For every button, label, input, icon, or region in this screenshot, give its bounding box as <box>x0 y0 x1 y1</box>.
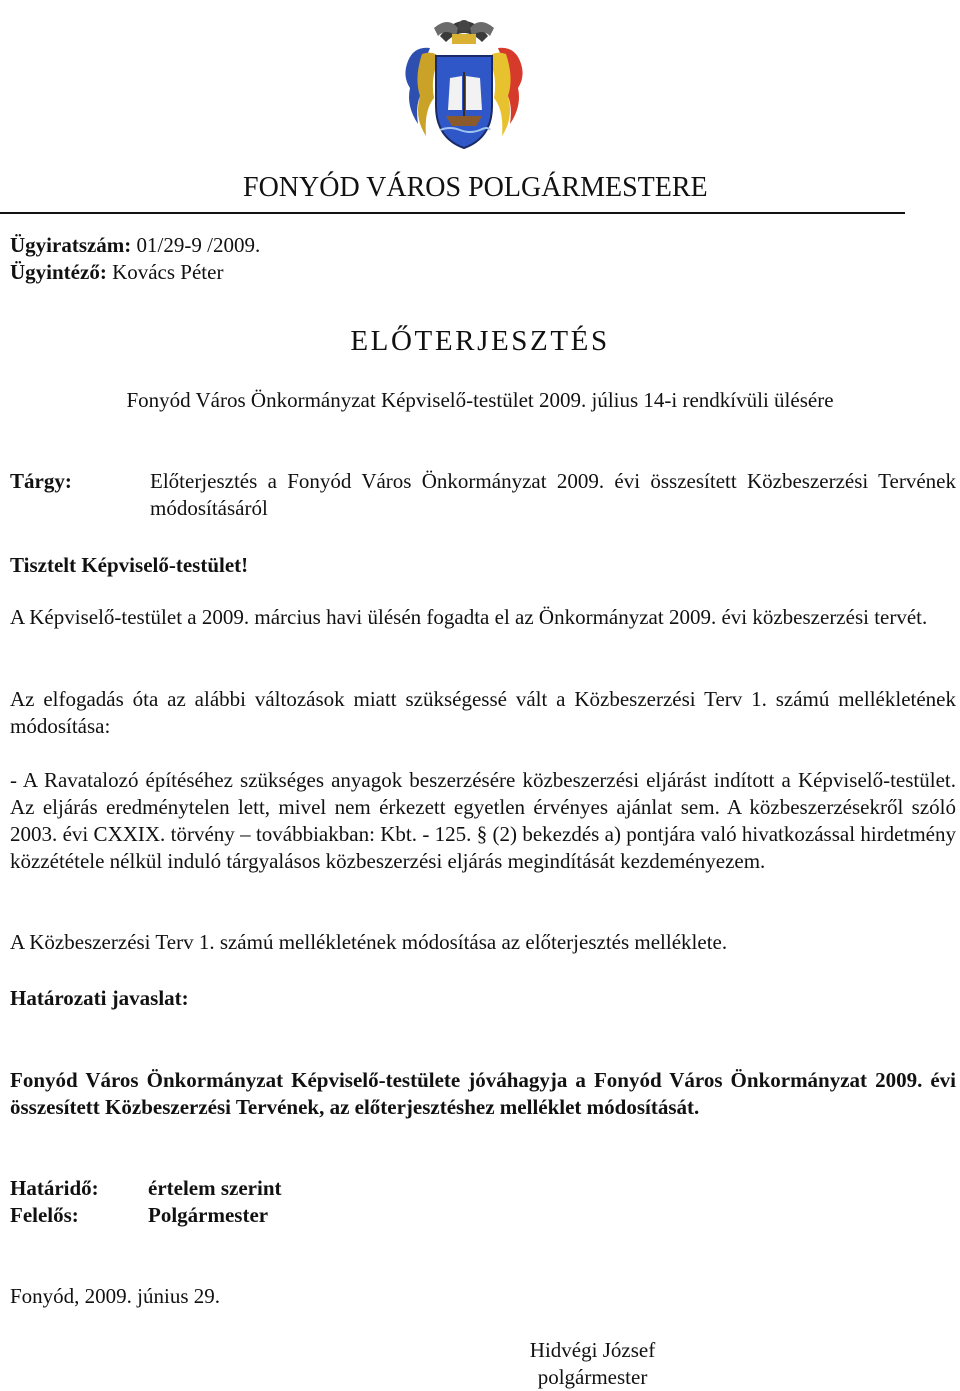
deadline-label: Határidő: <box>10 1176 99 1200</box>
deadline-value: értelem szerint <box>148 1176 282 1200</box>
document-title: ELŐTERJESZTÉS <box>350 325 610 357</box>
resolution-text: Fonyód Város Önkormányzat Képviselő-testülete jóváhagyja a Fonyód Város Önkormányzat 2009. évi összesített Közbeszerzési Tervének, az előterjesztéshez melléklet módosítását. <box>10 1068 956 1119</box>
signatory-title: polgármester <box>537 1365 648 1389</box>
subject-label: Tárgy: <box>10 469 72 493</box>
responsible-label: Felelős: <box>10 1203 79 1227</box>
paragraph-3: - A Ravatalozó építéséhez szükséges anyagok beszerzésére közbeszerzési eljárást indított a Képviselő-testület. Az eljárás eredménytelen lett, mivel nem érkezett egyetlen érvényes ajánlat sem. A közbeszerzésekről szóló 2003. évi CXXIX. törvény – továbbiakban: Kbt. - 125. § (2) bekezdés a) pontjára való hivatkozással hirdetmény közzététele nélkül induló tárgyalásos közbeszerzési eljárás megindítását kezdeményezem. <box>10 768 956 873</box>
place-and-date: Fonyód, 2009. június 29. <box>10 1284 221 1308</box>
paragraph-1: A Képviselő-testület a 2009. március havi ülésén fogadta el az Önkormányzat 2009. évi közbeszerzési tervét. <box>10 605 928 629</box>
resolution-heading: Határozati javaslat: <box>10 986 189 1010</box>
case-officer-row <box>10 259 260 286</box>
paragraph-2: Az elfogadás óta az alábbi változások miatt szükségessé vált a Közbeszerzési Terv 1. számú mellékletének módosítása: <box>10 687 956 738</box>
case-number-label: Ügyiratszám: <box>10 233 132 257</box>
salutation: Tisztelt Képviselő-testület! <box>10 553 249 577</box>
header-divider <box>0 212 905 214</box>
issuer-title: FONYÓD VÁROS POLGÁRMESTERE <box>243 172 708 203</box>
coat-of-arms-icon <box>400 6 528 156</box>
case-officer-label: Ügyintéző: <box>10 260 107 284</box>
case-info <box>10 232 260 286</box>
case-number-row <box>10 232 260 259</box>
case-officer-value: Kovács Péter <box>112 260 224 284</box>
signatory-name: Hidvégi József <box>529 1338 656 1362</box>
signature-block <box>505 1337 680 1391</box>
document-subtitle: Fonyód Város Önkormányzat Képviselő-testület 2009. július 14-i rendkívüli ülésére <box>126 388 834 412</box>
responsible-value: Polgármester <box>148 1203 269 1227</box>
paragraph-4: A Közbeszerzési Terv 1. számú mellékletének módosítása az előterjesztés melléklete. <box>10 930 728 954</box>
case-number-value: 01/29-9 /2009. <box>136 233 261 257</box>
subject-text: Előterjesztés a Fonyód Város Önkormányzat 2009. évi összesített Közbeszerzési Tervének módosításáról <box>150 469 956 520</box>
